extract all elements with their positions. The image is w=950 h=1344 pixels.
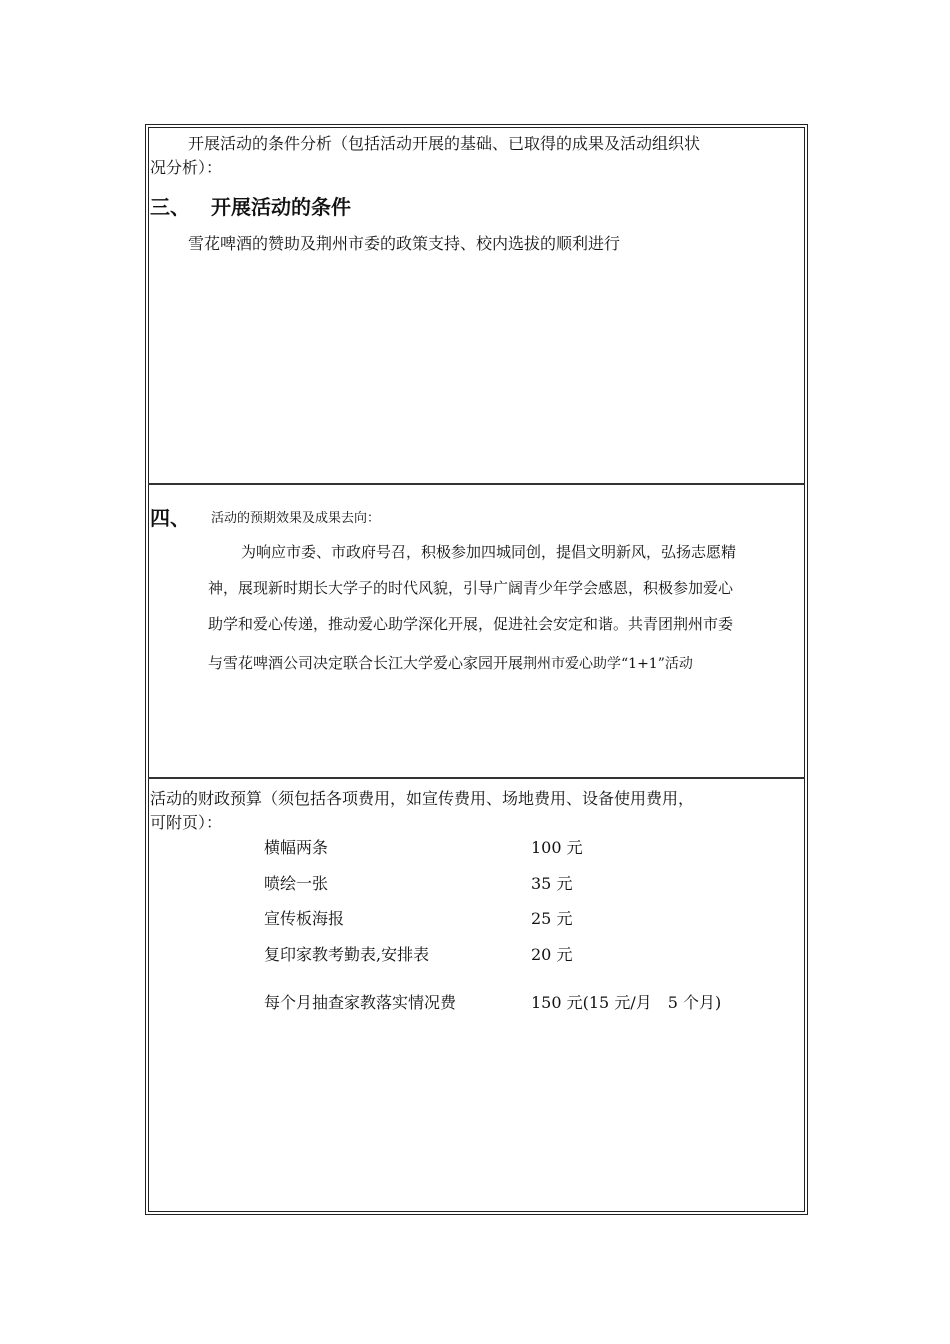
section-4-number: 四、 — [150, 506, 190, 530]
section-4-paragraph-line-3: 助学和爱心传递，推动爱心助学深化开展，促进社会安定和谐。共青团荆州市委 — [208, 615, 734, 633]
section-3-body: 雪花啤酒的赞助及荆州市委的政策支持、校内选拔的顺利进行 — [188, 234, 621, 253]
budget-intro-line-1: 活动的财政预算（须包括各项费用，如宣传费用、场地费用、设备使用费用， — [150, 789, 695, 808]
section-3-title: 开展活动的条件 — [211, 195, 351, 219]
budget-item-amount: 20 元 — [531, 945, 573, 964]
section-4-paragraph-line-1: 为响应市委、市政府号召，积极参加四城同创，提倡文明新风，弘扬志愿精 — [241, 543, 737, 561]
budget-item-amount: 25 元 — [531, 909, 573, 928]
budget-item-label: 宣传板海报 — [264, 909, 345, 928]
budget-item-amount: 100 元 — [531, 838, 583, 857]
section-divider-2 — [148, 777, 805, 779]
section-4-title: 活动的预期效果及成果去向： — [211, 511, 381, 526]
budget-item-amount: 35 元 — [531, 874, 573, 893]
conditions-intro-line-1: 开展活动的条件分析（包括活动开展的基础、已取得的成果及活动组织状 — [188, 134, 701, 153]
budget-intro-line-2: 可附页）： — [150, 813, 223, 832]
budget-item-label: 每个月抽查家教落实情况费 — [264, 993, 457, 1012]
section-4-paragraph-line-4 — [208, 652, 693, 673]
conditions-intro-line-2: 况分析）： — [150, 158, 223, 177]
budget-item-amount: 150 元(15 元/月 5 个月) — [531, 993, 722, 1012]
budget-item-label: 横幅两条 — [264, 838, 329, 857]
budget-item-label: 复印家教考勤表,安排表 — [264, 945, 430, 964]
section-4-paragraph-line-4-tail: 荆州市爱心助学“1+1”活动 — [523, 656, 693, 672]
section-4-paragraph-line-4-main: 与雪花啤酒公司决定联合长江大学爱心家园开展 — [208, 654, 524, 672]
budget-item-label: 喷绘一张 — [264, 874, 329, 893]
section-3-number: 三、 — [150, 195, 190, 219]
section-divider-1 — [148, 483, 805, 485]
section-4-paragraph-line-2: 神，展现新时期长大学子的时代风貌，引导广阔青少年学会感恩，积极参加爱心 — [208, 579, 734, 597]
